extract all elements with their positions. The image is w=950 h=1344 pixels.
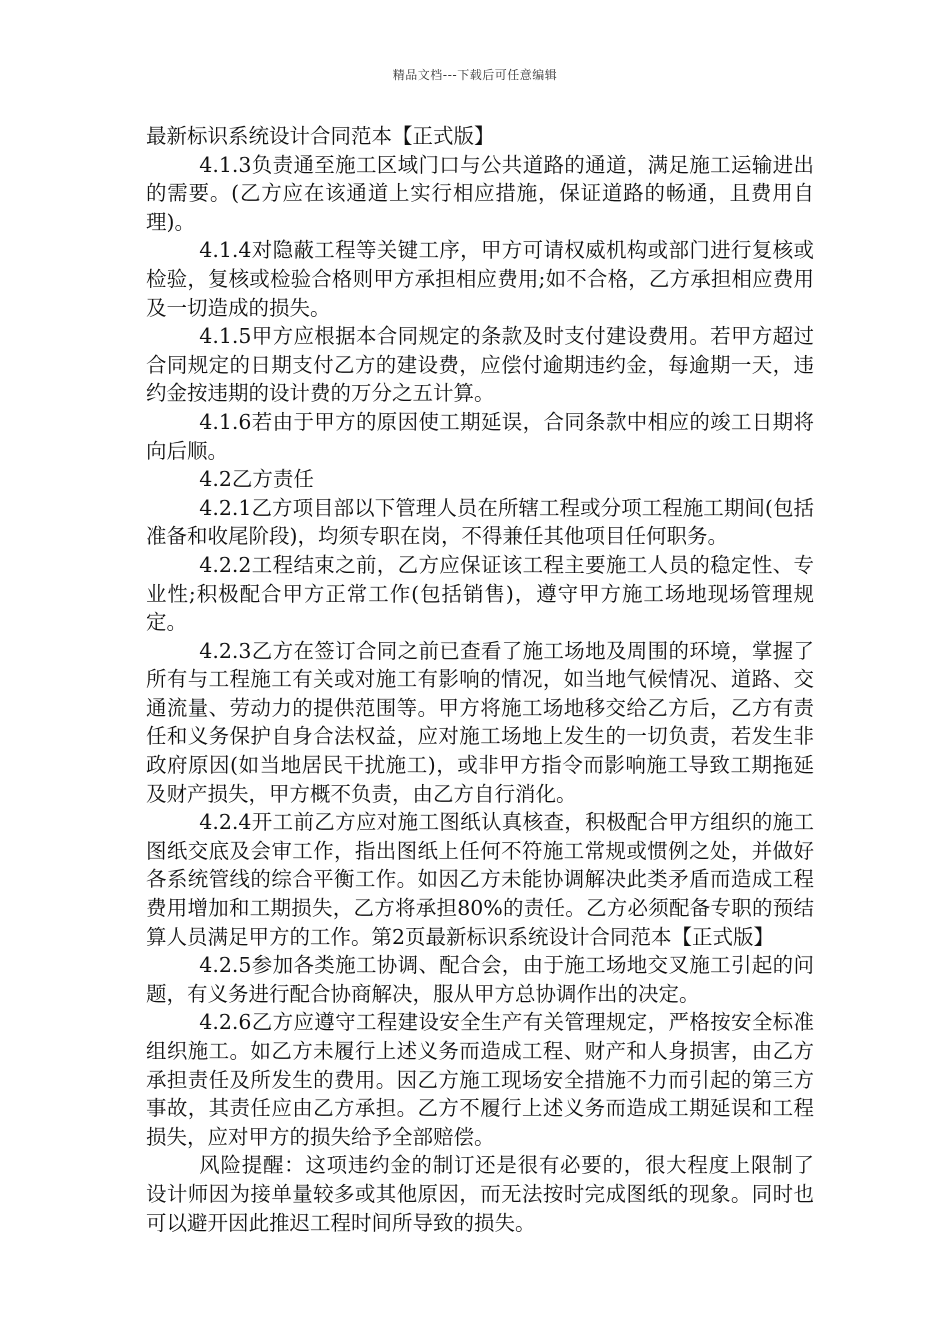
paragraph-4-1-5: 4.1.5甲方应根据本合同规定的条款及时支付建设费用。若甲方超过合同规定的日期支付乙方的建设费，应偿付逾期违约金，每逾期一天，违约金按违期的设计费的万分之五计算。 bbox=[146, 324, 814, 406]
paragraph-4-1-3: 4.1.3负责通至施工区域门口与公共道路的通道，满足施工运输进出的需要。(乙方应在该通道上实行相应措施，保证道路的畅通，且费用自理)。 bbox=[146, 152, 814, 234]
paragraph-4-2-1: 4.2.1乙方项目部以下管理人员在所辖工程或分项工程施工期间(包括准备和收尾阶段)，均须专职在岗，不得兼任其他项目任何职务。 bbox=[146, 495, 814, 549]
page-header: 精品文档---下载后可任意编辑 bbox=[392, 68, 558, 82]
document-body bbox=[146, 122, 814, 1237]
section-heading-4-2: 4.2乙方责任 bbox=[199, 467, 314, 492]
paragraph-4-2-2: 4.2.2工程结束之前，乙方应保证该工程主要施工人员的稳定性、专业性;积极配合甲方正常工作(包括销售)，遵守甲方施工场地现场管理规定。 bbox=[146, 552, 814, 635]
paragraph-4-2-6: 4.2.6乙方应遵守工程建设安全生产有关管理规定，严格按安全标准组织施工。如乙方未履行上述义务而造成工程、财产和人身损害，由乙方承担责任及所发生的费用。因乙方施工现场安全措施不力而引起的第三方事故，其责任应由乙方承担。乙方不履行上述义务而造成工期延误和工程损失，应对甲方的损失给予全部赔偿。 bbox=[146, 1010, 814, 1149]
risk-reminder-paragraph: 风险提醒：这项违约金的制订还是很有必要的，很大程度上限制了设计师因为接单量较多或其他原因，而无法按时完成图纸的现象。同时也可以避开因此推迟工程时间所导致的损失。 bbox=[146, 1153, 814, 1235]
paragraph-4-1-4: 4.1.4对隐蔽工程等关键工序，甲方可请权威机构或部门进行复核或检验，复核或检验合格则甲方承担相应费用;如不合格，乙方承担相应费用及一切造成的损失。 bbox=[146, 238, 814, 320]
paragraph-4-1-6: 4.1.6若由于甲方的原因使工期延误，合同条款中相应的竣工日期将向后顺。 bbox=[146, 409, 814, 463]
paragraph-4-2-4: 4.2.4开工前乙方应对施工图纸认真核查，积极配合甲方组织的施工图纸交底及会审工作，指出图纸上任何不符施工常规或惯例之处，并做好各系统管线的综合平衡工作。如因乙方未能协调解决此类矛盾而造成工程费用增加和工期损失，乙方将承担80%的责任。乙方必须配备专职的预结算人员满足甲方的工作。第2页最新标识系统设计合同范本【正式版】 bbox=[146, 810, 814, 949]
paragraph-4-2-5: 4.2.5参加各类施工协调、配合会，由于施工场地交叉施工引起的问题，有义务进行配合协商解决，服从甲方总协调作出的决定。 bbox=[146, 953, 814, 1006]
paragraph-4-2-3: 4.2.3乙方在签订合同之前已查看了施工场地及周围的环境，掌握了所有与工程施工有关或对施工有影响的情况，如当地气候情况、道路、交通流量、劳动力的提供范围等。甲方将施工场地移交给乙方后，乙方有责任和义务保护自身合法权益，应对施工场地上发生的一切负责，若发生非政府原因(如当地居民干扰施工)，或非甲方指令而影响施工导致工期拖延及财产损失，甲方概不负责，由乙方自行消化。 bbox=[146, 638, 814, 806]
document-title: 最新标识系统设计合同范本【正式版】 bbox=[146, 124, 495, 148]
